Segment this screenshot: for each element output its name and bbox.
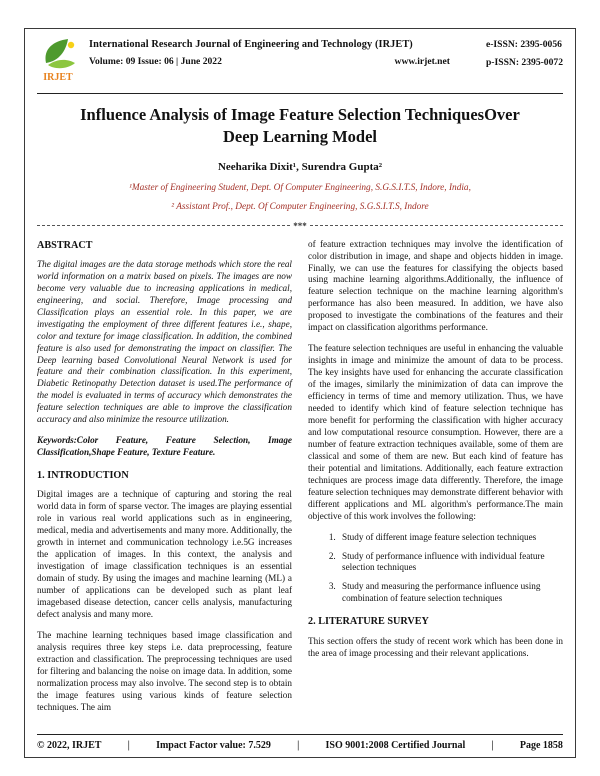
journal-name: International Research Journal of Engineering and Technology (IRJET) <box>89 39 413 50</box>
journal-header <box>37 37 563 94</box>
footer-divider: | <box>127 740 130 751</box>
introduction-paragraph-2: The machine learning techniques based image classification and analysis requires three key steps i.e. data preprocessing, feature extraction and classification. The preprocessing techniques are used for filtering and balancing the noise on image data. In addition, some normalization process may also involve. The second step is to obtain the image features using various kinds of feature selection techniques. The aim <box>37 629 292 712</box>
literature-paragraph-1: This section offers the study of recent work which has been done in the area of image processing and their relevant applications. <box>308 635 563 658</box>
keywords-line: Keywords:Color Feature, Feature Selection, Image Classification,Shape Feature, Texture Feature. <box>37 435 292 458</box>
irjet-logo <box>37 37 81 88</box>
affiliation-1: ¹Master of Engineering Student, Dept. Of Computer Engineering, S.G.S.I.T.S, Indore, India, <box>129 182 471 193</box>
objectives-list <box>338 532 563 606</box>
irjet-logo-icon <box>37 37 79 83</box>
page-border-frame <box>24 28 576 758</box>
literature-survey-heading: 2. LITERATURE SURVEY <box>308 616 429 628</box>
left-column <box>37 239 292 734</box>
footer-divider: | <box>491 740 494 751</box>
objective-item: 3. Study and measuring the performance influence using combination of feature selection techniques <box>338 581 563 605</box>
right-paragraph-1: of feature extraction techniques may involve the identification of color distribution in image, and shape and objects hidden in image. Finally, we can use the features for classifying the objects based using machine learning algorithms.Additionally, the influence of feature selection technique on the machine learning algorithm's performance has also been measured. In addition, we have also proposed to investigate the combinations of the features and their impact on classification algorithms performance. <box>308 238 563 333</box>
section-separator <box>37 221 563 231</box>
body-columns <box>37 239 563 734</box>
footer-copyright: © 2022, IRJET <box>37 740 102 751</box>
objective-item: 1. Study of different image feature selection techniques <box>338 532 563 544</box>
irjet-logo-text: IRJET <box>43 72 73 83</box>
page-footer <box>37 734 563 751</box>
abstract-heading: ABSTRACT <box>37 239 93 251</box>
journal-website-link[interactable]: www.irjet.net <box>394 56 450 67</box>
footer-certification: ISO 9001:2008 Certified Journal <box>325 740 466 751</box>
affiliation-2: ² Assistant Prof., Dept. Of Computer Engineering, S.G.S.I.T.S, Indore <box>171 202 429 213</box>
abstract-text: The digital images are the data storage methods which store the real world information on a matrix based on pixels. The images are now become very valuable due to increasing applications in medical, engineering, and social. Therefore, Image processing and Classification plays an essential role. In this paper, we are investigating the employment of three different features i.e., shape, color and texture for image classification. In addition, the combined feature is also used for demonstrating the impact on classifier. The Deep learning based Convolutional Neural Network is used for feature and their combination classification. In this experiment, Diabetic Retinopathy Detection dataset is used.The performance of the model is evaluated in terms of accuracy which demonstrates the feature selection techniques are able to improve the classification accuracy and also minimize the resource utilization. <box>37 258 292 425</box>
objective-item: 2. Study of performance influence with individual feature selection techniques <box>338 551 563 575</box>
paper-title: Influence Analysis of Image Feature Selection TechniquesOver Deep Learning Model <box>80 105 520 147</box>
footer-divider: | <box>297 740 300 751</box>
separator-dash-right <box>310 225 563 226</box>
right-paragraph-2: The feature selection techniques are useful in enhancing the valuable insights in image and minimize the amount of data to be process. The key insights have used for enhancing the accurate classification of the images, similarly the minimization of data can improve the efficiency in terms of time and memory utilization. Thus, we have needed to identify which kind of feature selection technique has more benefit for performing the classification with higher accuracy and low computational resource consumption. However, there are a number of feature extraction techniques available, some of them are classical and some of them are new. But each kind of feature has their potential and limitations. Additionally, each feature extraction techniques are process image data differently. Therefore, the image feature selection techniques may demonstrate different behavior with different applications and ML algorithm's performance.The main objective of this work involves the following: <box>308 343 563 521</box>
p-issn: p-ISSN: 2395-0072 <box>485 57 563 68</box>
separator-dash-left <box>37 225 290 226</box>
right-column <box>308 239 563 734</box>
introduction-heading: 1. INTRODUCTION <box>37 470 129 482</box>
header-middle <box>89 37 478 67</box>
authors-line: Neeharika Dixit¹, Surendra Gupta² <box>217 160 383 173</box>
separator-stars: *** <box>293 220 307 231</box>
footer-impact-factor: Impact Factor value: 7.529 <box>156 740 271 751</box>
introduction-paragraph-1: Digital images are a technique of capturing and storing the real world data in form of sparse vector. The images are playing essential role in various real world applications such as in engineering, medical, media and advertisements and many more. Additionally, the growth in internet and communication technology i.e.5G increases the application of images. In this context, the analysis and investigation of image classification techniques is an essential domain of study. By using the images and machine learning (ML) a number of applications can be developed such as plant leaf imagebased disease detection, cancer cells analysis, manufacturing defect analysis and many more. <box>37 489 292 619</box>
e-issn: e-ISSN: 2395-0056 <box>485 39 562 50</box>
issn-block <box>486 37 563 68</box>
volume-issue: Volume: 09 Issue: 06 | June 2022 <box>89 56 222 67</box>
footer-page-number: Page 1858 <box>519 740 563 751</box>
